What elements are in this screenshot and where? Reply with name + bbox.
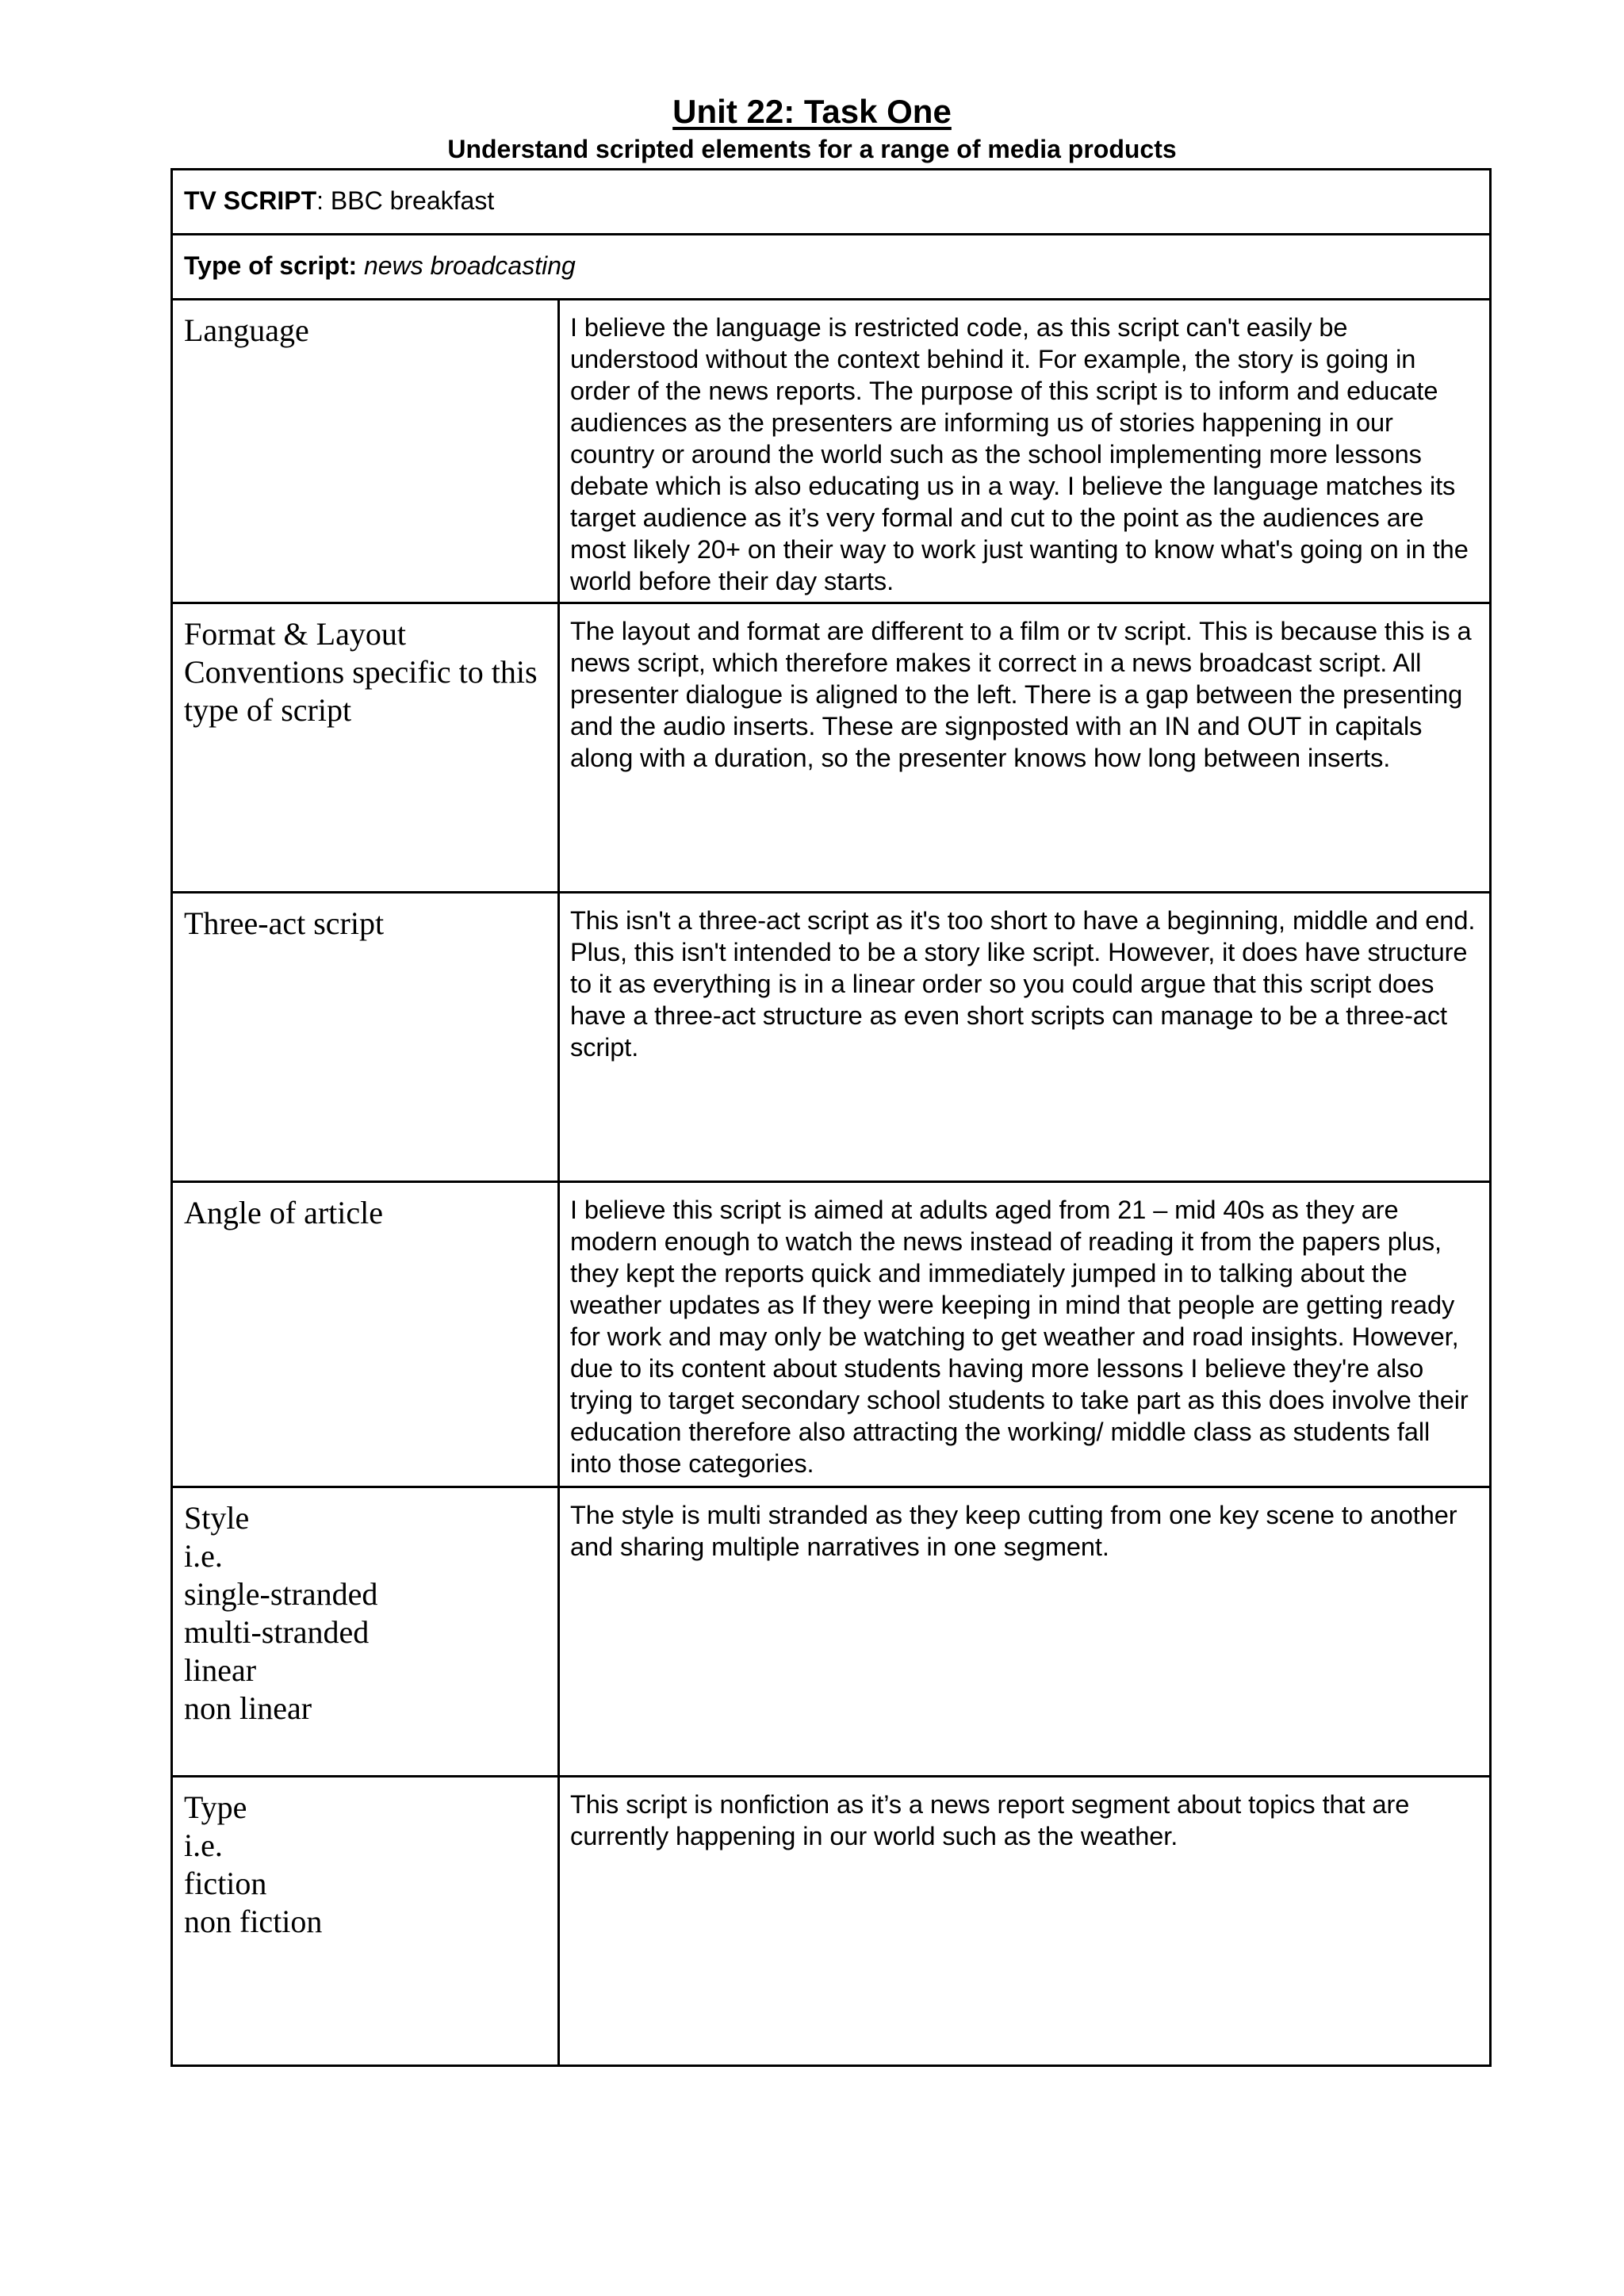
row-content-language: I believe the language is restricted code, as this script can't easily be understood without the context behind it. For example, the story is going in order of the news reports. The purpose of this script is to inform and educate audiences as the presenters are informing us of stories happening in our country or around the world such as the school implementing more lessons debate which is also educating us in a way. I believe the language matches its target audience as it’s very formal and cut to the point as the audiences are most likely 20+ on their way to work just wanting to know what's going on in the world before their day starts. (559, 300, 1491, 603)
row-label-line: type of script (184, 692, 352, 728)
row-label-line: Conventions specific to this (184, 654, 538, 690)
script-type-label: Type of script: (184, 251, 358, 280)
table-row-three-act (172, 893, 1491, 1182)
table-row-format-layout (172, 603, 1491, 893)
tv-script-cell (172, 170, 1491, 235)
row-label-line: Angle of article (184, 1195, 383, 1230)
tv-script-label: TV SCRIPT (184, 186, 317, 215)
row-content-angle: I believe this script is aimed at adults aged from 21 – mid 40s as they are modern enough to watch the news instead of reading it from the papers plus, they kept the reports quick and immediately jumped in to talking about the weather updates as If they were keeping in mind that people are getting ready for work and may only be watching to get weather and road insights. However, due to its content about students having more lessons I believe they're also trying to target secondary school students to take part as this does involve their education therefore also attracting the working/ middle class as students fall into those categories. (559, 1182, 1491, 1487)
row-label-line: single-stranded (184, 1576, 378, 1612)
row-label-line: Language (184, 312, 309, 348)
row-label-line: Three-act script (184, 905, 385, 941)
row-content-type: This script is nonfiction as it’s a news report segment about topics that are currently happening in our world such as the weather. (559, 1777, 1491, 2066)
row-content-three-act: This isn't a three-act script as it's too short to have a beginning, middle and end. Plus, this isn't intended to be a story like script. However, it does have structure to it as everything is in a linear order so you could argue that this script does have a three-act structure as even short scripts can manage to be a three-act script. (559, 893, 1491, 1182)
table-row-language (172, 300, 1491, 603)
row-content-format-layout: The layout and format are different to a film or tv script. This is because this is a news script, which therefore makes it correct in a news broadcast script. All presenter dialogue is aligned to the left. There is a gap between the presenting and the audio inserts. These are signposted with an IN and OUT in capitals along with a duration, so the presenter knows how long between inserts. (559, 603, 1491, 893)
page-title: Unit 22: Task One (672, 93, 952, 130)
row-label-line: fiction (184, 1866, 267, 1901)
page-subtitle: Understand scripted elements for a range of media products (447, 135, 1177, 163)
row-label-line: Style (184, 1500, 250, 1536)
row-label-three-act (172, 893, 559, 1182)
row-label-angle (172, 1182, 559, 1487)
row-label-line: i.e. (184, 1827, 223, 1863)
row-label-line: Format & Layout (184, 616, 406, 652)
row-label-line: multi-stranded (184, 1614, 370, 1650)
table-row-angle (172, 1182, 1491, 1487)
script-type-value: news broadcasting (363, 251, 576, 280)
row-label-line: non fiction (184, 1904, 323, 1939)
row-label-line: linear (184, 1652, 257, 1688)
row-label-line: non linear (184, 1690, 312, 1726)
row-label-format-layout (172, 603, 559, 893)
tv-script-row (172, 170, 1491, 235)
script-type-cell (172, 235, 1491, 300)
script-type-row (172, 235, 1491, 300)
row-label-style (172, 1487, 559, 1777)
row-content-style: The style is multi stranded as they keep cutting from one key scene to another and sharing multiple narratives in one segment. (559, 1487, 1491, 1777)
row-label-line: i.e. (184, 1538, 223, 1574)
row-label-line: Type (184, 1789, 247, 1825)
script-analysis-table (170, 168, 1492, 2067)
table-row-style (172, 1487, 1491, 1777)
row-label-language (172, 300, 559, 603)
tv-script-value: : BBC breakfast (316, 186, 495, 215)
row-label-type (172, 1777, 559, 2066)
table-row-type (172, 1777, 1491, 2066)
